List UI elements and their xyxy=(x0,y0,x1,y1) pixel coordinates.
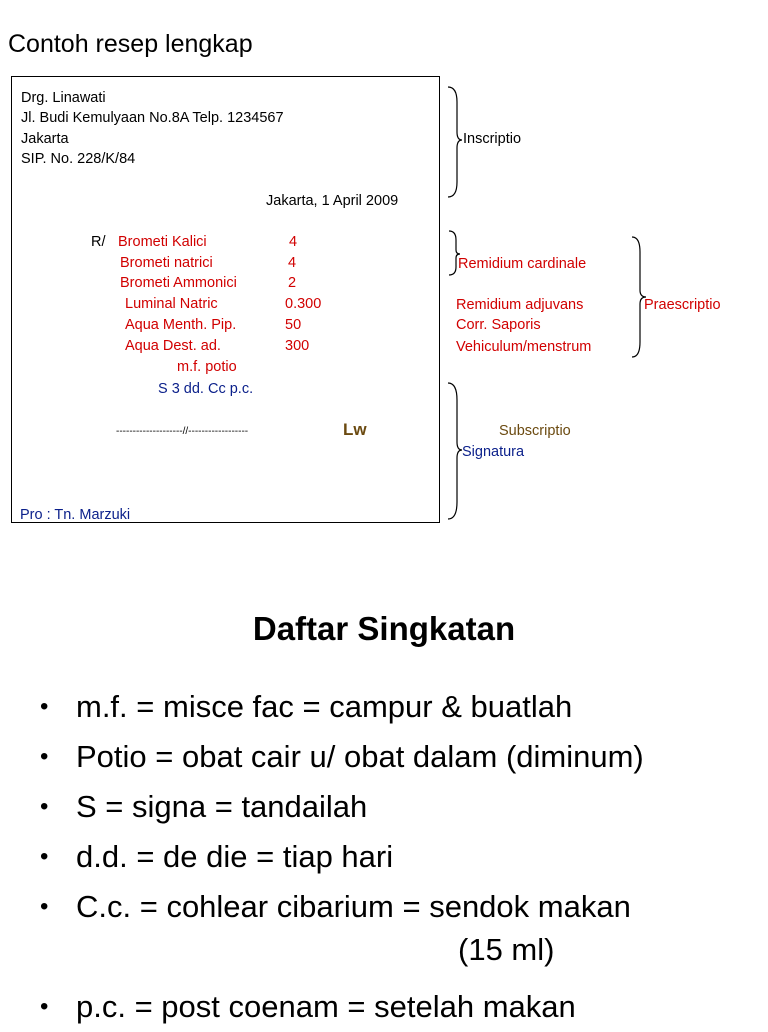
list-item-continuation: (15 ml) xyxy=(458,932,555,967)
label-vehiculum: Vehiculum/menstrum xyxy=(456,339,592,355)
label-corr-saporis: Corr. Saporis xyxy=(456,317,541,333)
doctor-address: Jl. Budi Kemulyaan No.8A Telp. 1234567 xyxy=(21,110,284,126)
rx-symbol: R/ xyxy=(91,234,106,250)
list-item xyxy=(40,832,644,882)
list-item xyxy=(40,682,644,732)
list-item-text: d.d. = de die = tiap hari xyxy=(76,839,394,874)
label-inscriptio: Inscriptio xyxy=(463,131,522,147)
drug-name: Aqua Dest. ad. xyxy=(125,338,221,354)
list-item-text: C.c. = cohlear cibarium = sendok makan xyxy=(76,889,631,924)
doctor-city: Jakarta xyxy=(21,131,69,147)
drug-name: Aqua Menth. Pip. xyxy=(125,317,237,333)
signa-instruction: S 3 dd. Cc p.c. xyxy=(158,381,254,397)
doctor-name: Drg. Linawati xyxy=(21,90,106,106)
drug-name: Luminal Natric xyxy=(125,296,218,312)
bullet-icon: • xyxy=(40,843,49,870)
list-item-text: m.f. = misce fac = campur & buatlah xyxy=(76,689,573,724)
drug-qty: 50 xyxy=(285,317,302,333)
label-subscriptio: Subscriptio xyxy=(499,423,571,439)
list-item xyxy=(40,732,644,782)
section-title: Daftar Singkatan xyxy=(252,610,516,647)
patient-name: Pro : Tn. Marzuki xyxy=(20,507,131,523)
drug-name: Brometi Kalici xyxy=(118,234,207,250)
list-item-text: S = signa = tandailah xyxy=(76,789,368,824)
bullet-icon: • xyxy=(40,693,49,720)
drug-qty: 2 xyxy=(288,275,297,291)
sip-number: SIP. No. 228/K/84 xyxy=(21,151,136,167)
signature-line: --------------------//------------------ xyxy=(116,426,249,437)
label-signatura: Signatura xyxy=(462,444,525,460)
list-item xyxy=(40,782,644,832)
bullet-icon: • xyxy=(40,993,49,1020)
drug-qty: 4 xyxy=(289,234,298,250)
list-item xyxy=(40,982,644,1032)
drug-qty: 0.300 xyxy=(285,296,322,312)
abbreviation-list xyxy=(40,682,644,1032)
drug-qty: 4 xyxy=(288,255,297,271)
mf-instruction: m.f. potio xyxy=(177,359,237,375)
drug-name: Brometi natrici xyxy=(120,255,213,271)
signature-initials: Lw xyxy=(343,420,367,439)
bullet-icon: • xyxy=(40,893,49,920)
prescription-box xyxy=(11,76,440,523)
bullet-icon: • xyxy=(40,743,49,770)
drug-name: Brometi Ammonici xyxy=(120,275,237,291)
list-item xyxy=(40,882,644,932)
page-title: Contoh resep lengkap xyxy=(8,30,253,58)
label-praescriptio: Praescriptio xyxy=(644,297,721,313)
list-item-text: p.c. = post coenam = setelah makan xyxy=(76,989,576,1024)
bullet-icon: • xyxy=(40,793,49,820)
list-item-text: Potio = obat cair u/ obat dalam (diminum) xyxy=(76,739,644,774)
drug-qty: 300 xyxy=(285,338,310,354)
label-remidium-adjuvans: Remidium adjuvans xyxy=(456,297,584,313)
label-remidium-cardinale: Remidium cardinale xyxy=(458,256,587,272)
prescription-date: Jakarta, 1 April 2009 xyxy=(266,193,399,209)
